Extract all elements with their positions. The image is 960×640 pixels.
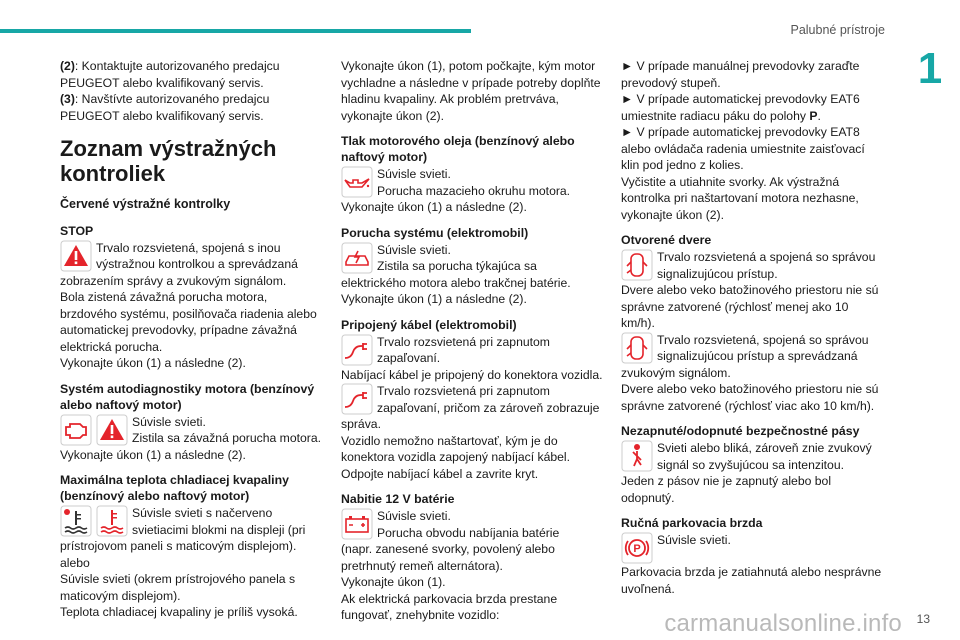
- coolant-title: Maximálna teplota chladiacej kvapaliny (benzínový alebo naftový motor): [60, 473, 289, 503]
- red-lamps-subheading: Červené výstražné kontrolky: [60, 197, 231, 211]
- bullet-eat6: ► V prípade automatickej prevodovky EAT6 umiestnite radiacu páku do polohy P.: [621, 92, 860, 123]
- battery-entry: Súvisle svieti. Porucha obvodu nabíjania batérie (napr. zanesené svorky, povolený alebo pretrhnutý remeň alternátora). Vykonajte úkon (1). Ak elektrická parkovacia brzda prestane fungovať, znehybnite vozidlo:: [341, 509, 560, 622]
- column-3: [621, 58, 883, 597]
- oil-title: Tlak motorového oleja (benzínový alebo naftový motor): [341, 134, 575, 164]
- doors-entry-1: Trvalo rozsvietená a spojená so správou signalizujúcou prístup. Dvere alebo veko batožinového priestoru nie sú správne zatvorené (rýchlosť menej ako 10 km/h).: [621, 250, 879, 330]
- battery-continuation: Vyčistite a utiahnite svorky. Ak výstražná kontrolka pri naštartovaní motora nezhasne, vykonajte úkon (2).: [621, 174, 859, 222]
- coolant-temperature-icon: [96, 505, 128, 537]
- page-number: 13: [916, 612, 930, 626]
- ev-fault-icon: [341, 242, 373, 274]
- stop-title: STOP: [60, 223, 94, 238]
- brake-entry: P Súvisle svieti. Parkovacia brzda je zatiahnutá alebo nesprávne uvoľnená.: [621, 533, 882, 596]
- section-title: Palubné prístroje: [790, 23, 885, 37]
- charging-cable-icon: [341, 334, 373, 366]
- oil-can-icon: [341, 166, 373, 198]
- coolant-continuation: Vykonajte úkon (1), potom počkajte, kým motor vychladne a následne v prípade potreby doplňte hladinu kvapaliny. Ak problém pretrváva, vykonajte úkon (2).: [341, 59, 601, 123]
- coolant-temperature-icon: [60, 505, 92, 537]
- door-open-icon: [621, 249, 653, 281]
- section-heading: Zoznam výstražných kontroliek: [60, 136, 277, 186]
- stop-entry: Trvalo rozsvietená, spojená s inou výstražnou kontrolkou a sprevádzaná zobrazením správy a zvukovým signálom. Bola zistená závažná porucha motora, brzdového systému, posilňovača riadenia alebo automatickej prevodovky, prípadne závažná elektrická porucha. Vykonajte úkon (1) a následne (2).: [60, 240, 317, 370]
- coolant-entry: Súvisle svieti s načerveno svietiacimi blokmi na displeji (pri prístrojovom paneli s maticovým displejom). alebo Súvisle svieti (okrem prístrojového panela s maticovým displejom). Teplota chladiacej kvapaliny je príliš vysoká.: [60, 506, 306, 619]
- intro-note-3: (3): Navštívte autorizovaného predajcu PEUGEOT alebo kvalifikovaný servis.: [60, 92, 270, 123]
- cable-entry-1: Trvalo rozsvietená pri zapnutom zapaľovaní. Nabíjací kábel je pripojený do konektora vozidla.: [341, 334, 603, 382]
- selfdiag-entry: Súvisle svieti. Zistila sa závažná porucha motora. Vykonajte úkon (1) a následne (2).: [60, 414, 321, 462]
- column-1: [60, 58, 322, 621]
- bullet-eat8: ► V prípade automatickej prevodovky EAT8 alebo ovládača radenia umiestnite zaisťovací klin pod jedno z kolies.: [621, 125, 865, 172]
- warning-triangle-icon: [96, 414, 128, 446]
- svg-text:P: P: [633, 543, 641, 555]
- parking-brake-icon: [621, 532, 653, 564]
- cable-title: Pripojený kábel (elektromobil): [341, 317, 517, 332]
- belt-title: Nezapnuté/odopnuté bezpečnostné pásy: [621, 424, 860, 438]
- door-open-icon: [621, 332, 653, 364]
- column-2: [341, 58, 603, 624]
- brake-title: Ručná parkovacia brzda: [621, 516, 763, 530]
- watermark: carmanualsonline.info: [664, 610, 902, 637]
- selfdiag-title: Systém autodiagnostiky motora (benzínový alebo naftový motor): [60, 381, 315, 412]
- chapter-number: 1: [917, 44, 943, 93]
- battery-icon: [341, 508, 373, 540]
- doors-entry-2: Trvalo rozsvietená, spojená so správou signalizujúcou prístup a sprevádzaná zvukovým signálom. Dvere alebo veko batožinového priestoru nie sú správne zatvorené (rýchlosť viac ako 10 km/h).: [621, 332, 879, 413]
- header-accent-bar: [0, 29, 471, 33]
- engine-icon: [60, 414, 92, 446]
- doors-title: Otvorené dvere: [621, 233, 712, 247]
- elec-entry: Súvisle svieti. Zistila sa porucha týkajúca sa elektrického motora alebo trakčnej batérie. Vykonajte úkon (1) a následne (2).: [341, 242, 571, 306]
- seatbelt-icon: [621, 440, 653, 472]
- cable-entry-2: Trvalo rozsvietená pri zapnutom zapaľovaní, pričom za zároveň zobrazuje správa. Vozidlo nemožno naštartovať, kým je do konektora vozidla zapojený nabíjací kábel. Odpojte nabíjací kábel a zavrite kryt.: [341, 384, 600, 481]
- elec-title: Porucha systému (elektromobil): [341, 225, 529, 240]
- bullet-manual: ► V prípade manuálnej prevodovky zaraďte prevodový stupeň.: [621, 59, 860, 90]
- intro-note-2: (2): Kontaktujte autorizovaného predajcu PEUGEOT alebo kvalifikovaný servis.: [60, 59, 280, 90]
- charging-cable-icon: [341, 383, 373, 415]
- oil-entry: Súvisle svieti. Porucha mazacieho okruhu motora. Vykonajte úkon (1) a následne (2).: [341, 167, 571, 214]
- belt-entry: Svieti alebo bliká, zároveň znie zvukový signál so zvyšujúcou sa intenzitou. Jeden z pásov nie je zapnutý alebo bol odopnutý.: [621, 441, 872, 505]
- battery-title: Nabitie 12 V batérie: [341, 492, 455, 506]
- warning-triangle-icon: [60, 240, 92, 272]
